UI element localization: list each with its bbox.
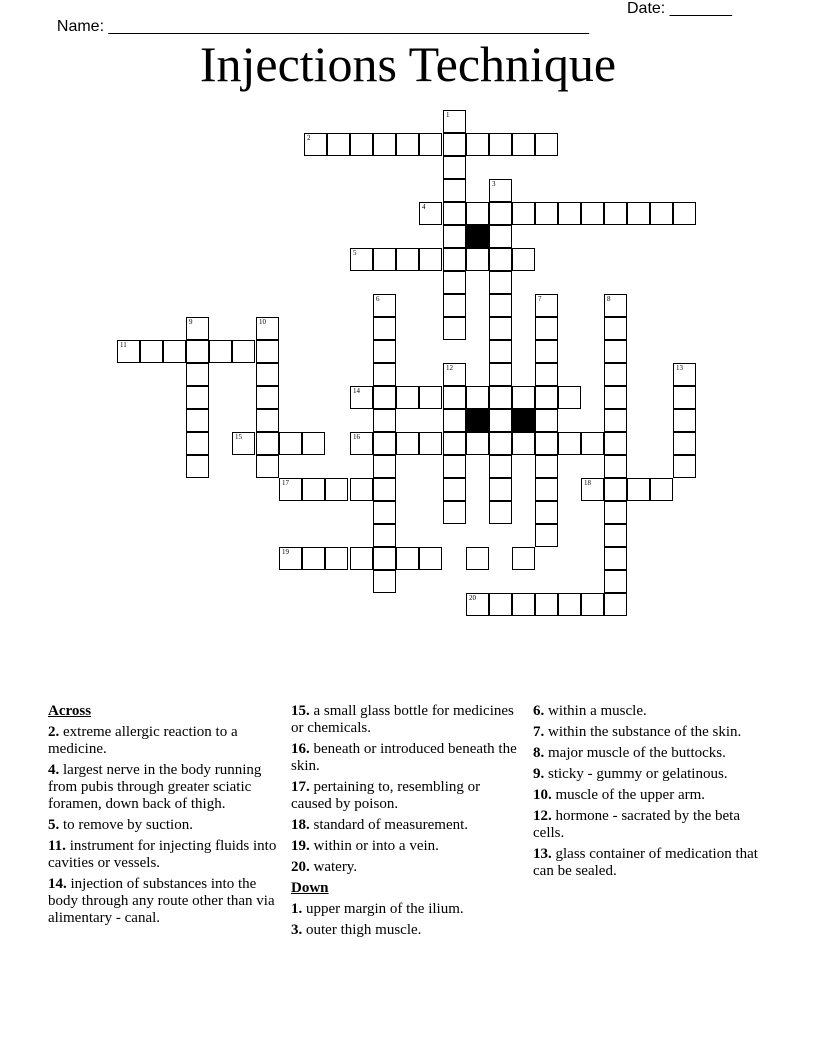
grid-cell-11[interactable] <box>117 340 140 363</box>
grid-cell[interactable] <box>489 501 512 524</box>
grid-cell[interactable] <box>535 133 558 156</box>
puzzle-title: Injections Technique <box>199 36 617 92</box>
clue-number: 11. <box>48 838 66 854</box>
grid-cell[interactable] <box>350 133 373 156</box>
grid-cell[interactable] <box>535 409 558 432</box>
cell-number: 19 <box>282 548 289 556</box>
clue-number: 1. <box>291 901 303 917</box>
grid-cell[interactable] <box>373 363 396 386</box>
grid-cell[interactable] <box>256 386 279 409</box>
cell-number: 13 <box>676 364 683 372</box>
clue-text: pertaining to, resembling or caused by poison. <box>291 779 481 812</box>
grid-cell-7[interactable] <box>535 294 558 317</box>
grid-cell[interactable] <box>419 248 442 271</box>
clue-across-16 <box>291 741 521 775</box>
grid-cell[interactable] <box>443 225 466 248</box>
grid-cell[interactable] <box>489 432 512 455</box>
grid-cell[interactable] <box>489 386 512 409</box>
clue-text: within or into a vein. <box>309 838 439 854</box>
clue-number: 16. <box>291 741 310 757</box>
clue-number: 17. <box>291 779 310 795</box>
grid-cell[interactable] <box>535 386 558 409</box>
grid-cell[interactable] <box>443 271 466 294</box>
cell-number: 9 <box>189 318 193 326</box>
cell-number: 11 <box>120 341 127 349</box>
cell-number: 10 <box>259 318 266 326</box>
grid-cell-10[interactable] <box>256 317 279 340</box>
clue-down-10 <box>533 787 765 804</box>
grid-cell[interactable] <box>535 340 558 363</box>
grid-cell[interactable] <box>673 455 696 478</box>
grid-cell-13[interactable] <box>673 363 696 386</box>
cell-number: 14 <box>353 387 360 395</box>
clue-across-2 <box>48 724 280 758</box>
grid-cell[interactable] <box>558 432 581 455</box>
grid-cell[interactable] <box>443 156 466 179</box>
grid-cell[interactable] <box>443 317 466 340</box>
grid-cell[interactable] <box>512 248 535 271</box>
clue-down-7 <box>533 724 765 741</box>
across-heading: Across <box>48 703 92 719</box>
grid-cell[interactable] <box>373 432 396 455</box>
grid-cell[interactable] <box>558 386 581 409</box>
grid-cell-17[interactable] <box>279 478 302 501</box>
grid-cell-14[interactable] <box>350 386 373 409</box>
grid-cell-2[interactable] <box>304 133 327 156</box>
clues-column-1 <box>48 703 280 931</box>
grid-cell[interactable] <box>373 386 396 409</box>
grid-cell[interactable] <box>535 317 558 340</box>
grid-cell-9[interactable] <box>186 317 209 340</box>
cell-number: 5 <box>353 249 357 257</box>
grid-cell[interactable] <box>489 409 512 432</box>
clue-number: 2. <box>48 724 60 740</box>
clue-text: extreme allergic reaction to a medicine. <box>48 724 238 757</box>
grid-cell[interactable] <box>256 432 279 455</box>
clue-number: 12. <box>533 808 552 824</box>
grid-cell[interactable] <box>604 547 627 570</box>
grid-cell[interactable] <box>604 524 627 547</box>
cell-number: 20 <box>469 594 476 602</box>
grid-cell[interactable] <box>489 593 512 616</box>
grid-cell[interactable] <box>256 363 279 386</box>
grid-cell[interactable] <box>350 547 373 570</box>
clue-down-8 <box>533 745 765 762</box>
grid-cell[interactable] <box>396 386 419 409</box>
clue-down-3 <box>291 922 521 939</box>
grid-cell[interactable] <box>302 432 325 455</box>
grid-cell[interactable] <box>650 202 673 225</box>
grid-cell[interactable] <box>373 248 396 271</box>
grid-cell[interactable] <box>186 432 209 455</box>
grid-cell[interactable] <box>396 432 419 455</box>
grid-cell[interactable] <box>627 478 650 501</box>
grid-cell-15[interactable] <box>232 432 255 455</box>
grid-cell[interactable] <box>535 501 558 524</box>
grid-cell[interactable] <box>443 133 466 156</box>
grid-cell[interactable] <box>373 133 396 156</box>
clue-across-5 <box>48 817 280 834</box>
grid-cell[interactable] <box>489 363 512 386</box>
grid-cell[interactable] <box>604 363 627 386</box>
grid-cell[interactable] <box>466 248 489 271</box>
grid-cell[interactable] <box>489 317 512 340</box>
grid-cell[interactable] <box>443 386 466 409</box>
grid-cell[interactable] <box>535 432 558 455</box>
grid-cell[interactable] <box>604 340 627 363</box>
clue-across-20 <box>291 859 521 876</box>
clue-across-18 <box>291 817 521 834</box>
clue-text: largest nerve in the body running from pubis through greater sciatic foramen, down back of thigh. <box>48 762 262 812</box>
grid-cell[interactable] <box>327 133 350 156</box>
clue-text: instrument for injecting fluids into cavities or vessels. <box>48 838 277 871</box>
grid-cell[interactable] <box>604 317 627 340</box>
blocked-cell <box>466 225 489 248</box>
clue-number: 8. <box>533 745 545 761</box>
grid-cell[interactable] <box>558 202 581 225</box>
grid-cell[interactable] <box>535 455 558 478</box>
grid-cell[interactable] <box>673 409 696 432</box>
grid-cell[interactable] <box>325 478 348 501</box>
grid-cell[interactable] <box>512 547 535 570</box>
grid-cell[interactable] <box>512 202 535 225</box>
blocked-cell <box>466 409 489 432</box>
clue-text: glass container of medication that can be sealed. <box>533 846 758 879</box>
grid-cell[interactable] <box>163 340 186 363</box>
grid-cell[interactable] <box>489 225 512 248</box>
grid-cell[interactable] <box>489 294 512 317</box>
grid-cell-19[interactable] <box>279 547 302 570</box>
cell-number: 15 <box>235 433 242 441</box>
clue-down-12 <box>533 808 765 842</box>
cell-number: 12 <box>446 364 453 372</box>
grid-cell[interactable] <box>535 202 558 225</box>
grid-cell[interactable] <box>535 524 558 547</box>
grid-cell[interactable] <box>604 501 627 524</box>
grid-cell[interactable] <box>373 501 396 524</box>
grid-cell[interactable] <box>512 432 535 455</box>
grid-cell-16[interactable] <box>350 432 373 455</box>
grid-cell[interactable] <box>489 271 512 294</box>
clue-number: 19. <box>291 838 310 854</box>
grid-cell-12[interactable] <box>443 363 466 386</box>
grid-cell[interactable] <box>466 202 489 225</box>
grid-cell[interactable] <box>256 455 279 478</box>
grid-cell[interactable] <box>535 363 558 386</box>
clue-number: 6. <box>533 703 545 719</box>
grid-cell[interactable] <box>512 133 535 156</box>
clue-number: 20. <box>291 859 310 875</box>
clue-down-9 <box>533 766 765 783</box>
clue-across-17 <box>291 779 521 813</box>
grid-cell-5[interactable] <box>350 248 373 271</box>
clue-down-6 <box>533 703 765 720</box>
cell-number: 1 <box>446 111 450 119</box>
clue-number: 5. <box>48 817 60 833</box>
grid-cell[interactable] <box>604 409 627 432</box>
grid-cell[interactable] <box>443 455 466 478</box>
grid-cell[interactable] <box>443 294 466 317</box>
grid-cell[interactable] <box>489 478 512 501</box>
clue-text: sticky - gummy or gelatinous. <box>544 766 728 782</box>
grid-cell-4[interactable] <box>419 202 442 225</box>
grid-cell-18[interactable] <box>581 478 604 501</box>
clue-text: muscle of the upper arm. <box>551 787 706 803</box>
grid-cell[interactable] <box>186 386 209 409</box>
grid-cell[interactable] <box>186 409 209 432</box>
grid-cell[interactable] <box>604 570 627 593</box>
grid-cell[interactable] <box>673 432 696 455</box>
clue-number: 15. <box>291 703 310 719</box>
grid-cell-6[interactable] <box>373 294 396 317</box>
clue-number: 14. <box>48 876 67 892</box>
grid-cell[interactable] <box>466 386 489 409</box>
name-field-label[interactable]: Name: ______________________________________________________ <box>56 18 589 35</box>
clue-text: upper margin of the ilium. <box>302 901 464 917</box>
grid-cell[interactable] <box>558 593 581 616</box>
grid-cell[interactable] <box>419 386 442 409</box>
clue-across-14 <box>48 876 280 927</box>
grid-cell[interactable] <box>489 133 512 156</box>
grid-cell[interactable] <box>489 455 512 478</box>
blocked-cell <box>512 409 535 432</box>
grid-cell[interactable] <box>443 478 466 501</box>
grid-cell[interactable] <box>302 478 325 501</box>
grid-cell-3[interactable] <box>489 179 512 202</box>
grid-cell[interactable] <box>581 432 604 455</box>
clue-text: watery. <box>309 859 358 875</box>
grid-cell[interactable] <box>489 248 512 271</box>
grid-cell[interactable] <box>604 432 627 455</box>
grid-cell[interactable] <box>443 179 466 202</box>
grid-cell[interactable] <box>396 133 419 156</box>
clue-text: to remove by suction. <box>59 817 193 833</box>
clue-text: a small glass bottle for medicines or chemicals. <box>291 703 514 736</box>
grid-cell[interactable] <box>443 248 466 271</box>
grid-cell[interactable] <box>466 133 489 156</box>
grid-cell[interactable] <box>419 133 442 156</box>
grid-cell[interactable] <box>350 478 373 501</box>
grid-cell[interactable] <box>650 478 673 501</box>
grid-cell[interactable] <box>604 386 627 409</box>
clue-down-13 <box>533 846 765 880</box>
clue-text: standard of measurement. <box>309 817 469 833</box>
date-field-label[interactable]: Date: _______ <box>627 0 732 17</box>
grid-cell[interactable] <box>256 409 279 432</box>
grid-cell[interactable] <box>673 386 696 409</box>
cell-number: 16 <box>353 433 360 441</box>
grid-cell[interactable] <box>209 340 232 363</box>
clue-number: 18. <box>291 817 310 833</box>
grid-cell[interactable] <box>604 202 627 225</box>
grid-cell[interactable] <box>373 547 396 570</box>
grid-cell[interactable] <box>466 432 489 455</box>
grid-cell[interactable] <box>325 547 348 570</box>
grid-cell[interactable] <box>535 478 558 501</box>
grid-cell[interactable] <box>604 593 627 616</box>
clue-text: beneath or introduced beneath the skin. <box>291 741 517 774</box>
clue-number: 3. <box>291 922 303 938</box>
cell-number: 18 <box>584 479 591 487</box>
grid-cell[interactable] <box>279 432 302 455</box>
grid-cell[interactable] <box>419 432 442 455</box>
grid-cell[interactable] <box>512 593 535 616</box>
grid-cell[interactable] <box>373 340 396 363</box>
down-heading: Down <box>291 880 329 896</box>
grid-cell[interactable] <box>466 547 489 570</box>
clue-down-1 <box>291 901 521 918</box>
clue-number: 13. <box>533 846 552 862</box>
grid-cell[interactable] <box>627 202 650 225</box>
cell-number: 6 <box>376 295 380 303</box>
grid-cell[interactable] <box>604 455 627 478</box>
grid-cell[interactable] <box>512 386 535 409</box>
clue-across-19 <box>291 838 521 855</box>
clue-number: 10. <box>533 787 552 803</box>
cell-number: 2 <box>307 134 311 142</box>
grid-cell[interactable] <box>419 547 442 570</box>
grid-cell[interactable] <box>535 593 558 616</box>
grid-cell[interactable] <box>673 202 696 225</box>
clue-number: 7. <box>533 724 545 740</box>
grid-cell[interactable] <box>396 248 419 271</box>
grid-cell[interactable] <box>443 202 466 225</box>
grid-cell[interactable] <box>373 409 396 432</box>
cell-number: 3 <box>492 180 496 188</box>
grid-cell[interactable] <box>256 340 279 363</box>
grid-cell[interactable] <box>373 455 396 478</box>
clue-text: hormone - sacrated by the beta cells. <box>533 808 741 841</box>
clue-text: within a muscle. <box>544 703 647 719</box>
clue-text: major muscle of the buttocks. <box>544 745 726 761</box>
clue-text: outer thigh muscle. <box>302 922 422 938</box>
clues-column-2 <box>291 703 521 943</box>
grid-cell-20[interactable] <box>466 593 489 616</box>
grid-cell[interactable] <box>232 340 255 363</box>
clue-across-11 <box>48 838 280 872</box>
clue-number: 4. <box>48 762 60 778</box>
grid-cell[interactable] <box>581 202 604 225</box>
grid-cell[interactable] <box>489 340 512 363</box>
grid-cell[interactable] <box>443 501 466 524</box>
grid-cell[interactable] <box>443 432 466 455</box>
clues-column-3 <box>533 703 765 884</box>
grid-cell[interactable] <box>489 202 512 225</box>
grid-cell[interactable] <box>186 363 209 386</box>
grid-cell[interactable] <box>302 547 325 570</box>
cell-number: 8 <box>607 295 611 303</box>
grid-cell[interactable] <box>186 455 209 478</box>
grid-cell[interactable] <box>140 340 163 363</box>
grid-cell[interactable] <box>186 340 209 363</box>
grid-cell-8[interactable] <box>604 294 627 317</box>
grid-cell[interactable] <box>373 478 396 501</box>
grid-cell[interactable] <box>604 478 627 501</box>
grid-cell-1[interactable] <box>443 110 466 133</box>
clue-text: injection of substances into the body through any route other than via alimentary - canal. <box>48 876 275 926</box>
clue-text: within the substance of the skin. <box>544 724 742 740</box>
cell-number: 7 <box>538 295 542 303</box>
grid-cell[interactable] <box>373 524 396 547</box>
grid-cell[interactable] <box>443 409 466 432</box>
grid-cell[interactable] <box>373 317 396 340</box>
grid-cell[interactable] <box>581 593 604 616</box>
grid-cell[interactable] <box>396 547 419 570</box>
clue-across-4 <box>48 762 280 813</box>
cell-number: 17 <box>282 479 289 487</box>
cell-number: 4 <box>422 203 426 211</box>
grid-cell[interactable] <box>373 570 396 593</box>
clue-across-15 <box>291 703 521 737</box>
clue-number: 9. <box>533 766 545 782</box>
